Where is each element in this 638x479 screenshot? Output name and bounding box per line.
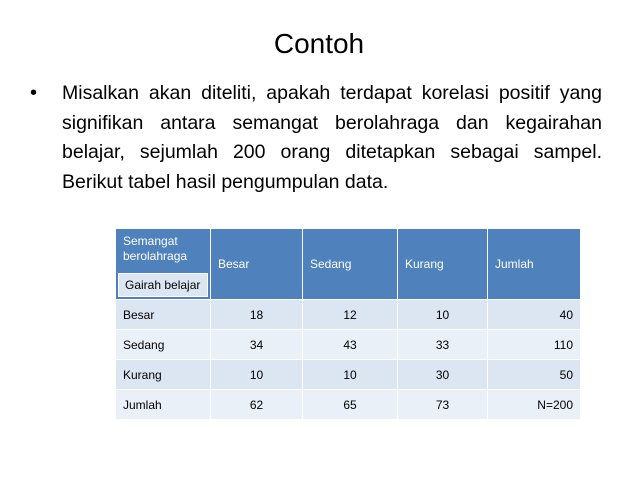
column-header: Besar [211,229,303,300]
table-cell: 40 [488,300,581,330]
table-row [116,360,581,390]
table-row [116,330,581,360]
table-cell: 30 [398,360,488,390]
corner-row-label: Gairah belajar [118,273,208,297]
table-cell: 110 [488,330,581,360]
column-header: Sedang [303,229,398,300]
bullet-item [30,79,602,197]
table-corner-cell [116,229,211,300]
table-cell: 50 [488,360,581,390]
column-header: Kurang [398,229,488,300]
table-header-row [116,229,581,300]
table-cell: 10 [303,360,398,390]
table-row [116,390,581,420]
table-cell: 18 [211,300,303,330]
row-label: Besar [116,300,211,330]
bullet-marker: • [30,82,38,104]
table-cell: 10 [211,360,303,390]
table-cell: N=200 [488,390,581,420]
row-label: Sedang [116,330,211,360]
table-cell: 65 [303,390,398,420]
bullet-paragraph: Misalkan akan diteliti, apakah terdapat korelasi positif yang signifikan antara semangat berolahraga dan kegairahan belajar, sejumlah 200 orang ditetapkan sebagai sampel. Berikut tabel hasil pengumpulan data. [62,82,602,193]
table-cell: 12 [303,300,398,330]
table-cell: 43 [303,330,398,360]
column-header: Jumlah [488,229,581,300]
table-cell: 73 [398,390,488,420]
table-cell: 33 [398,330,488,360]
table-row [116,300,581,330]
table-cell: 10 [398,300,488,330]
table-cell: 34 [211,330,303,360]
row-label: Jumlah [116,390,211,420]
data-table [115,228,581,420]
row-label: Kurang [116,360,211,390]
corner-column-label: Semangat berolahraga [123,234,188,263]
table-cell: 62 [211,390,303,420]
slide-title: Contoh [273,28,365,59]
